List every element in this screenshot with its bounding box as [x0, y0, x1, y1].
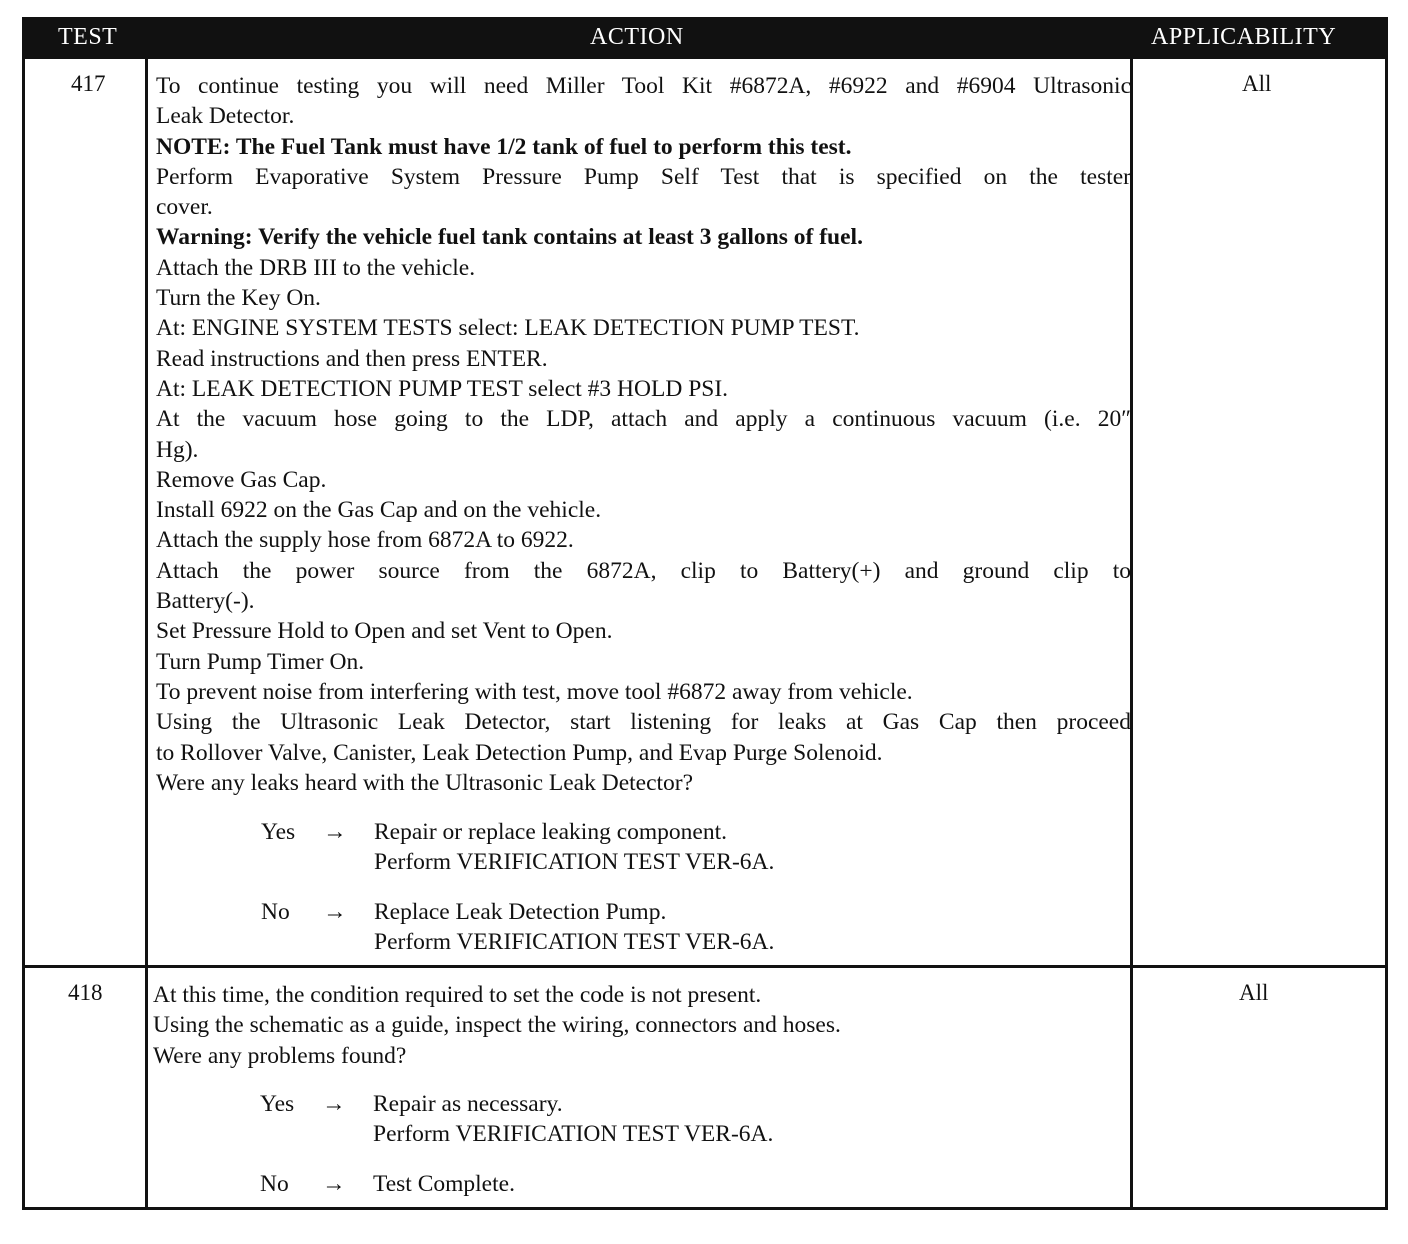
header-test: TEST — [58, 24, 118, 50]
applicability-417: All — [1242, 71, 1272, 96]
action-line: Attach the DRB III to the vehicle. — [156, 254, 476, 281]
answer-action: Perform VERIFICATION TEST VER-6A. — [374, 849, 775, 875]
arrow-right-icon: → — [323, 899, 347, 925]
action-line: Were any leaks heard with the Ultrasonic Leak Detector? — [156, 769, 694, 796]
arrow-right-icon: → — [323, 819, 347, 845]
action-line: Read instructions and then press ENTER. — [156, 345, 548, 372]
action-line: Remove Gas Cap. — [156, 466, 327, 493]
answer-action: Perform VERIFICATION TEST VER-6A. — [373, 1121, 774, 1147]
action-warning: Warning: Verify the vehicle fuel tank contains at least 3 gallons of fuel. — [156, 224, 863, 251]
answer-action: Perform VERIFICATION TEST VER-6A. — [374, 929, 775, 955]
action-line: Turn Pump Timer On. — [156, 648, 365, 675]
action-line: At this time, the condition required to set the code is not present. — [153, 982, 762, 1008]
action-line: Using the Ultrasonic Leak Detector, start listening for leaks at Gas Cap then proceed — [156, 709, 1131, 736]
action-line: Attach the supply hose from 6872A to 6922. — [156, 527, 574, 554]
column-divider-test — [145, 59, 148, 1210]
action-line: At the vacuum hose going to the LDP, attach and apply a continuous vacuum (i.e. 20″ — [156, 406, 1131, 433]
arrow-right-icon: → — [322, 1091, 346, 1117]
action-line: Battery(-). — [156, 588, 255, 615]
action-line: to Rollover Valve, Canister, Leak Detection Pump, and Evap Purge Solenoid. — [156, 739, 883, 766]
action-line: Using the schematic as a guide, inspect the wiring, connectors and hoses. — [153, 1012, 841, 1039]
header-action: ACTION — [590, 24, 684, 50]
action-line: To prevent noise from interfering with test, move tool #6872 away from vehicle. — [156, 678, 913, 705]
test-number-417: 417 — [71, 71, 106, 96]
action-line: Leak Detector. — [156, 103, 295, 130]
action-line: Perform Evaporative System Pressure Pump Self Test that is specified on the tester — [156, 163, 1131, 190]
action-line: Turn the Key On. — [156, 285, 321, 312]
action-line: At: LEAK DETECTION PUMP TEST select #3 HOLD PSI. — [156, 375, 729, 402]
action-line: Install 6922 on the Gas Cap and on the vehicle. — [156, 497, 602, 524]
action-note: NOTE: The Fuel Tank must have 1/2 tank of fuel to perform this test. — [156, 133, 852, 160]
applicability-418: All — [1239, 980, 1269, 1005]
action-line: Attach the power source from the 6872A, clip to Battery(+) and ground clip to — [156, 557, 1131, 584]
answer-action: Replace Leak Detection Pump. — [374, 899, 667, 925]
action-line: Were any problems found? — [153, 1042, 407, 1069]
action-line: At: ENGINE SYSTEM TESTS select: LEAK DETECTION PUMP TEST. — [156, 315, 860, 342]
action-line: Set Pressure Hold to Open and set Vent to Open. — [156, 618, 613, 645]
row-divider — [25, 965, 1385, 968]
answer-action: Test Complete. — [373, 1171, 515, 1197]
action-line: cover. — [156, 194, 213, 221]
diagnostic-test-table — [22, 17, 1388, 1210]
answer-action: Repair or replace leaking component. — [374, 819, 728, 845]
answer-action: Repair as necessary. — [373, 1091, 563, 1117]
answer-label: Yes — [261, 819, 296, 845]
action-line: To continue testing you will need Miller Tool Kit #6872A, #6922 and #6904 Ultrasonic — [156, 73, 1131, 99]
table-header — [25, 20, 1385, 59]
answer-label: Yes — [260, 1091, 295, 1117]
answer-label: No — [260, 1171, 289, 1197]
action-text-417 — [156, 71, 1131, 798]
action-text-418 — [153, 980, 1128, 1071]
action-line: Hg). — [156, 436, 199, 463]
header-applicability: APPLICABILITY — [1151, 24, 1337, 50]
arrow-right-icon: → — [322, 1171, 346, 1197]
answer-label: No — [261, 899, 290, 925]
test-number-418: 418 — [68, 980, 103, 1005]
